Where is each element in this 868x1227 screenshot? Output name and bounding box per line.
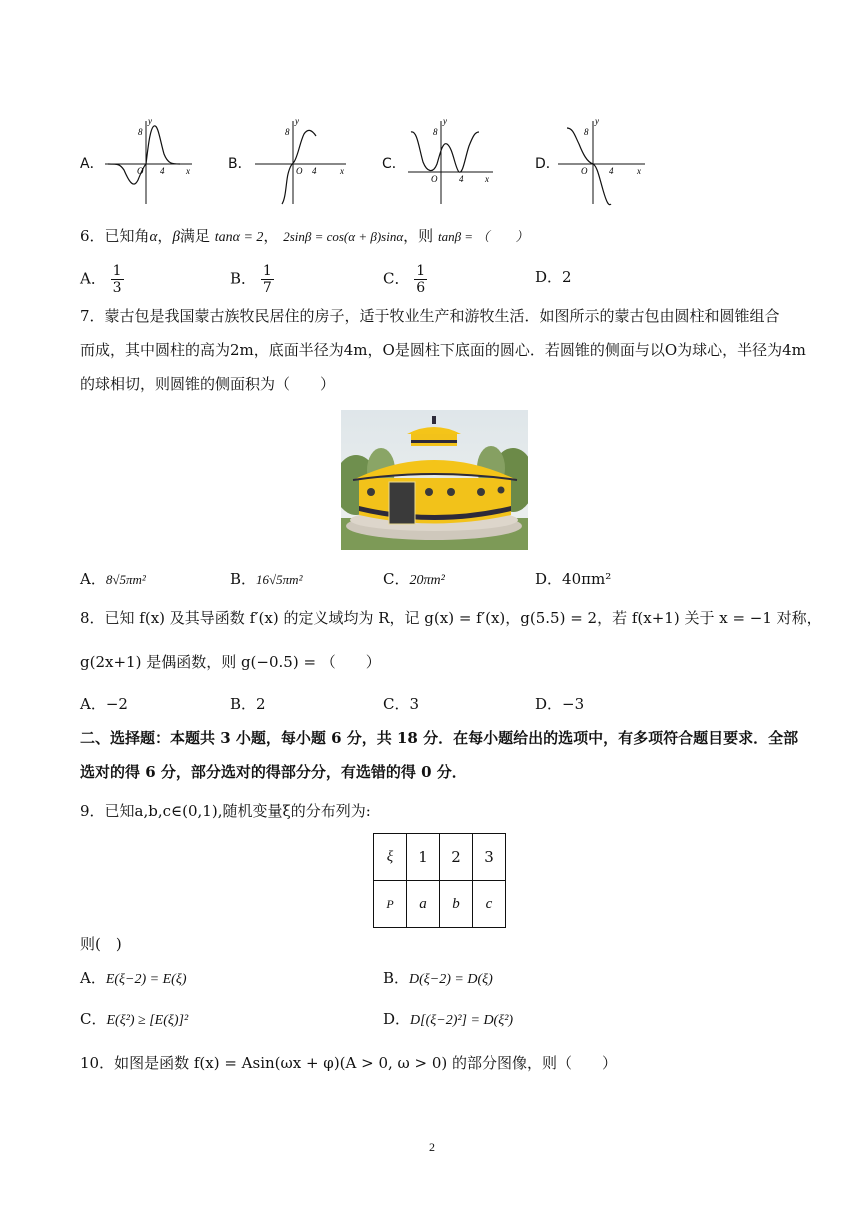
q5-option-b-graph — [250, 118, 350, 212]
q5-c-y-axis-label: y — [443, 118, 447, 126]
q5-c-origin: O — [431, 174, 438, 184]
q7-d-label: D． — [535, 570, 563, 588]
q6-b-numerator: 1 — [262, 263, 272, 279]
q5-d-x-axis-label: x — [637, 166, 641, 176]
q6-d-value: 2 — [562, 268, 572, 286]
section-2-heading-line-1: 二、选择题：本题共 3 小题，每小题 6 分，共 18 分．在每小题给出的选项中，有多项符合题目要求．全部 — [80, 729, 799, 747]
q7-stem-line-1: 7．蒙古包是我国蒙古族牧民居住的房子，适于牧业生产和游牧生活．如图所示的蒙古包由圆柱和圆锥组合 — [80, 307, 780, 325]
q6-a-denominator: 3 — [112, 280, 122, 296]
q8-c-value: 3 — [409, 695, 420, 713]
q8-a-label: A． — [80, 695, 106, 713]
q6-b-denominator: 7 — [262, 280, 272, 296]
q8-b-label: B． — [230, 695, 257, 713]
q6-comma: ， — [157, 227, 173, 245]
q9-d-label: D． — [383, 1010, 411, 1028]
q5-b-x-tick: 4 — [312, 166, 317, 176]
q6-option-b — [230, 263, 274, 296]
q5-d-y-tick: 8 — [584, 127, 589, 137]
q5-a-x-axis-label: x — [186, 166, 190, 176]
q8-stem-line-1: 8．已知 f(x) 及其导函数 f′(x) 的定义域均为 R，记 g(x) = f′(x)，g(5.5) = 2，若 f(x+1) 关于 x = −1 对称， — [80, 609, 822, 627]
q6-c-denominator: 6 — [416, 280, 426, 296]
q7-b-label: B． — [230, 570, 257, 588]
q5-a-x-tick: 4 — [160, 166, 165, 176]
q6-beta: β — [172, 229, 180, 245]
q6-mid: 满足 — [179, 227, 210, 245]
q9-option-a — [80, 967, 186, 991]
q9-option-b — [383, 967, 493, 991]
q5-b-y-axis-label: y — [295, 118, 299, 126]
q8-option-a — [80, 693, 128, 715]
q6-a-fraction — [111, 263, 124, 296]
q9-d-value: D[(ξ−2)²] = D(ξ²) — [410, 1013, 514, 1028]
yurt-photo — [341, 410, 528, 550]
q5-a-y-axis-label: y — [148, 118, 152, 126]
q7-a-label: A． — [80, 570, 106, 588]
q7-a-value: 8√5πm² — [105, 572, 146, 587]
q5-option-a-label: A． — [80, 156, 104, 172]
table-row — [374, 881, 506, 928]
q7-stem-line-3: 的球相切，则圆锥的侧面积为（ ） — [80, 375, 336, 393]
q7-option-d — [535, 568, 611, 590]
q7-d-value: 40πm² — [562, 570, 612, 588]
q7-option-a — [80, 568, 146, 591]
q5-a-y-tick: 8 — [138, 127, 143, 137]
table-cell: ξ — [374, 834, 407, 881]
q5-c-y-tick: 8 — [433, 127, 438, 137]
q5-option-c-graph — [403, 118, 503, 212]
q9-stem: 9．已知a,b,c∈(0,1),随机变量ξ的分布列为: — [80, 802, 371, 820]
q5-d-x-tick: 4 — [609, 166, 614, 176]
section-2-heading-line-2: 选对的得 6 分，部分选对的得部分分，有选错的得 0 分． — [80, 763, 467, 781]
q5-d-origin: O — [581, 166, 588, 176]
q8-option-d — [535, 693, 584, 715]
q9-b-value: D(ξ−2) = D(ξ) — [409, 972, 493, 987]
q6-c-numerator: 1 — [416, 263, 426, 279]
q8-d-label: D． — [535, 695, 563, 713]
q6-a-numerator: 1 — [112, 263, 122, 279]
q5-option-c-label: C． — [382, 156, 406, 172]
q6-ask: tanβ = （ ） — [437, 229, 529, 244]
q7-stem-line-2: 而成，其中圆柱的高为2m，底面半径为4m，O是圆柱下底面的圆心．若圆锥的侧面与以O为球心，半径为4m — [80, 341, 806, 359]
q9-option-c — [80, 1008, 188, 1032]
q9-distribution-table — [373, 833, 506, 928]
q5-option-a-graph — [100, 118, 200, 212]
table-row — [374, 834, 506, 881]
page-number: 2 — [429, 1140, 435, 1154]
q7-b-value: 16√5πm² — [256, 572, 303, 587]
q6-d-label: D． — [535, 268, 563, 286]
q9-then: 则( ) — [80, 935, 122, 953]
q5-b-x-axis-label: x — [340, 166, 344, 176]
q8-c-label: C． — [383, 695, 410, 713]
q8-stem-line-2: g(2x+1) 是偶函数，则 g(−0.5) = （ ） — [80, 653, 381, 671]
table-cell: 2 — [440, 834, 473, 881]
q5-b-origin: O — [296, 166, 303, 176]
q6-option-a — [80, 263, 124, 296]
q9-b-label: B． — [383, 969, 410, 987]
q7-option-c — [383, 568, 445, 592]
q5-c-x-tick: 4 — [459, 174, 464, 184]
table-cell: b — [440, 881, 473, 928]
q7-c-label: C． — [383, 570, 410, 588]
q5-b-y-tick: 8 — [285, 127, 290, 137]
q5-a-origin: O — [137, 166, 144, 176]
q6-condition-1: tanα = 2 — [214, 230, 264, 245]
table-cell: c — [473, 881, 506, 928]
table-cell: 1 — [407, 834, 440, 881]
q5-option-b-label: B． — [228, 156, 252, 172]
q6-stem: 6．已知角α，β满足 tanα = 2， 2sinβ = cos(α + β)sinα，则 tanβ = （ ） — [80, 227, 529, 245]
q5-c-x-axis-label: x — [485, 174, 489, 184]
q10-stem: 10．如图是函数 f(x) = Asin(ωx + φ)(A > 0, ω > 0) 的部分图像，则（ ） — [80, 1054, 618, 1072]
q8-d-value: −3 — [562, 695, 585, 713]
q6-prefix: 6．已知角 — [80, 227, 150, 245]
q7-option-b — [230, 568, 302, 591]
q5-option-d-label: D． — [535, 156, 560, 172]
q5-d-y-axis-label: y — [595, 118, 599, 126]
table-cell: 3 — [473, 834, 506, 881]
q9-a-value: E(ξ−2) = E(ξ) — [105, 972, 187, 987]
q6-b-label: B． — [230, 269, 257, 288]
q8-a-value: −2 — [105, 695, 128, 713]
q6-a-label: A． — [80, 269, 106, 288]
q8-b-value: 2 — [256, 695, 266, 713]
q6-c-fraction — [414, 263, 427, 296]
q8-option-c — [383, 693, 419, 715]
q6-option-c — [383, 263, 427, 296]
q6-c-label: C． — [383, 269, 410, 288]
q6-b-fraction — [261, 263, 274, 296]
q5-option-d-graph — [553, 118, 653, 212]
table-cell: a — [407, 881, 440, 928]
q9-a-label: A． — [80, 969, 106, 987]
q9-c-label: C． — [80, 1010, 107, 1028]
q9-c-value: E(ξ²) ≥ [E(ξ)]² — [106, 1013, 189, 1028]
q8-option-b — [230, 693, 266, 715]
q6-option-d — [535, 266, 572, 288]
q9-option-d — [383, 1008, 513, 1032]
q6-then: ，则 — [403, 227, 434, 245]
q7-c-value: 20πm² — [409, 573, 445, 588]
table-cell: P — [374, 881, 407, 928]
q6-condition-2: 2sinβ = cos(α + β)sinα — [283, 229, 404, 244]
q6-alpha: α — [149, 229, 158, 245]
